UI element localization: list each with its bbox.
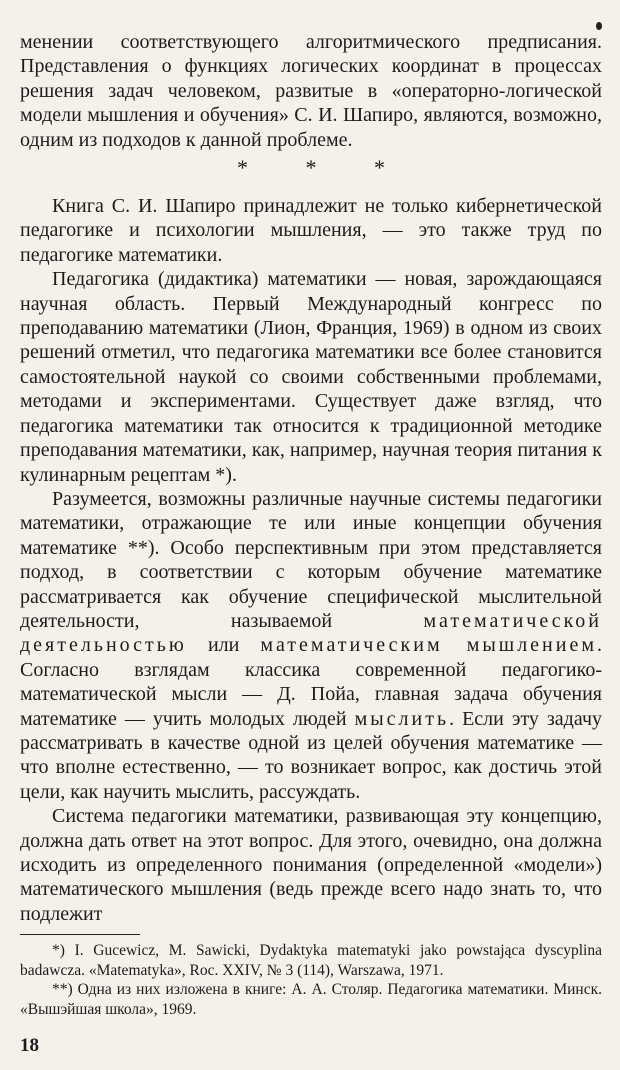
paragraph-2: Книга С. И. Шапиро принадлежит не только кибернетической педагогике и психологии мышления, — это также труд по педагогике математики. bbox=[20, 195, 602, 266]
footnote-2: **) Одна из них изложена в книге: А. А. Столяр. Педагогика математики. Минск. «Вышэйшая школа», 1969. bbox=[20, 981, 602, 1018]
paragraph-5: Система педагогики математики, развивающая эту концепцию, должна дать ответ на этот вопрос. Для этого, очевидно, она должна исходить из определенного понимания (определенной «модели») математического мышления (ведь прежде всего надо знать то, что подлежит bbox=[20, 805, 602, 925]
paragraph-4-text-e: . Согласно взглядам классика современной педагогико-математической мысли — Д. Пойа, главная задача обучения математике — учить молодых людей bbox=[20, 634, 603, 730]
page-body bbox=[20, 30, 602, 1019]
paragraph-4-text-g: . Если эту задачу рассматривать в качестве одной из целей обучения математике — что вполне естественно, — то возникает вопрос, как достичь этой цели, как научить мыслить, рассуждать. bbox=[20, 707, 602, 803]
section-separator: * * * bbox=[237, 155, 411, 181]
emphasis-mathematical-thinking: математическим мышлением bbox=[260, 634, 598, 657]
emphasis-to-think: мыслить bbox=[354, 707, 450, 730]
emphasis-mathematical-activity: математической деятельностью bbox=[20, 609, 602, 657]
paragraph-3: Педагогика (дидактика) математики — новая, зарождающаяся научная область. Первый Международный конгресс по преподаванию математики (Лион, Франция, 1969) в одном из своих решений отметил, что педагогика математики все более становится самостоятельной наукой со своими собственными проблемами, методами и экспериментами. Существует даже взгляд, что педагогика математики так относится к традиционной методике преподавания математики, как, например, научная теория питания к кулинарным рецептам *). bbox=[20, 268, 602, 486]
paragraph-4-text-c: или bbox=[186, 634, 261, 657]
paragraph-1: менении соответствующего алгоритмического предписания. Представления о функциях логических координат в процессах решения задач человеком, развитые в «операторно-логической модели мышления и обучения» С. И. Шапиро, являются, возможно, одним из подходов к данной проблеме. bbox=[20, 31, 602, 151]
footnote-divider bbox=[20, 934, 140, 935]
ink-blot bbox=[596, 22, 602, 30]
footnote-1: *) I. Gucewicz, M. Sawicki, Dydaktyka matematyki jako powstająca dyscyplina badawcza. «Matematyka», Roc. XXIV, № 3 (114), Warszawa, 1971. bbox=[20, 942, 602, 979]
paragraph-4 bbox=[20, 487, 602, 804]
page-number: 18 bbox=[20, 1035, 39, 1056]
paragraph-4-text-a: Разумеется, возможны различные научные системы педагогики математики, отражающие те или иные концепции обучения математике **). Особо перспективным при этом представляется подход, в соответствии с которым обучение математике рассматривается как обучение специфической мыслительной деятельности, называемой bbox=[20, 487, 602, 632]
